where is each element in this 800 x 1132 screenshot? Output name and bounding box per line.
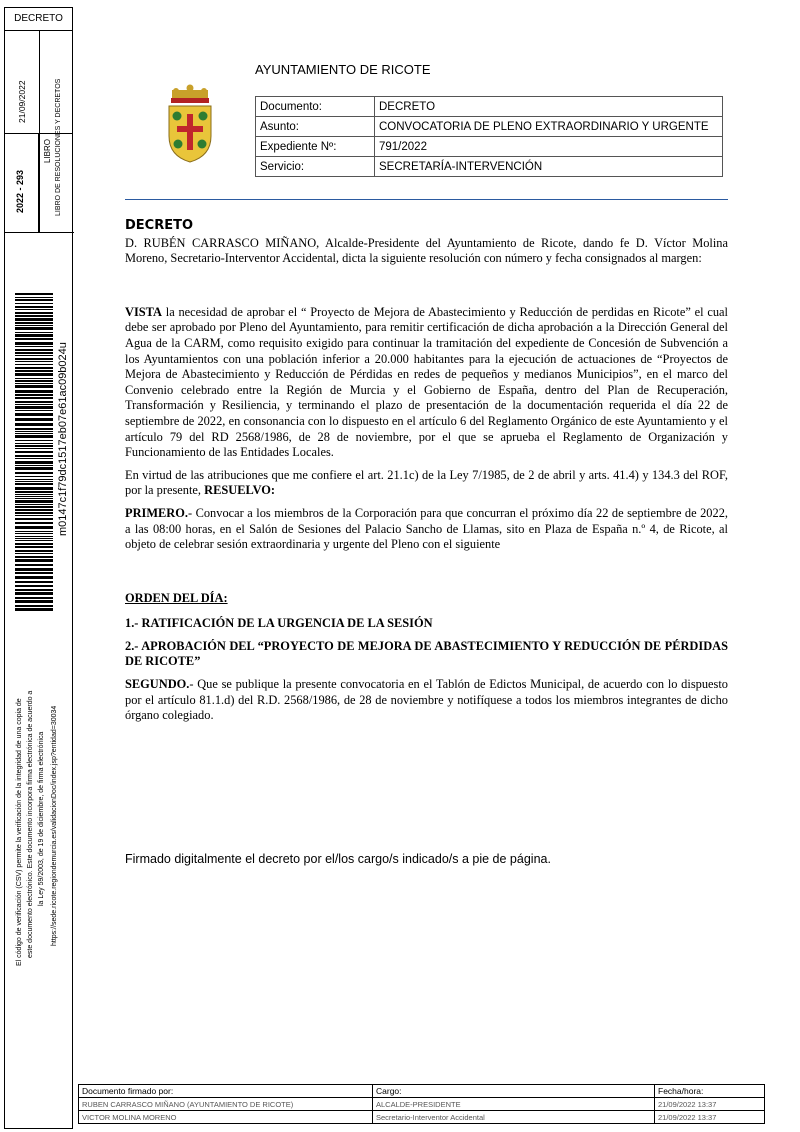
- barcode-bar: [15, 440, 53, 441]
- segundo-label: SEGUNDO.: [125, 677, 190, 692]
- barcode-bar: [15, 338, 53, 340]
- barcode-bar: [15, 512, 53, 514]
- barcode-bar: [15, 494, 53, 495]
- virtud-paragraph: [125, 468, 728, 499]
- barcode-bar: [15, 546, 53, 548]
- barcode-bar: [15, 404, 53, 405]
- barcode-bar: [15, 608, 53, 611]
- side-book-name: LIBRO DE RESOLUCIONES Y DECRETOS: [55, 78, 62, 216]
- barcode-bar: [15, 487, 53, 490]
- barcode-bar: [15, 533, 53, 534]
- barcode-bar: [15, 526, 53, 529]
- side-number-block: [5, 133, 39, 233]
- barcode-bar: [15, 531, 53, 532]
- barcode-bar: [15, 423, 53, 426]
- signer-date: 21/09/2022 13:37: [655, 1111, 765, 1124]
- barcode-bar: [15, 401, 53, 403]
- meta-label: Asunto:: [256, 117, 375, 137]
- barcode-bar: [15, 465, 53, 466]
- barcode-bar: [15, 303, 53, 304]
- barcode-bar: [15, 597, 53, 599]
- barcode-bar: [15, 352, 53, 354]
- signer-name: VICTOR MOLINA MORENO: [79, 1111, 373, 1124]
- barcode-bar: [15, 600, 53, 603]
- meta-label: Expediente Nº:: [256, 137, 375, 157]
- barcode-bar: [15, 496, 53, 497]
- signature-row: [79, 1098, 765, 1111]
- barcode-bar: [15, 385, 53, 388]
- barcode-bar: [15, 451, 53, 453]
- vista-label: VISTA: [125, 304, 162, 319]
- virtud-text: En virtud de las atribuciones que me confiere el art. 21.1c) de la Ley 7/1985, de 2 de abril y arts. 41.4) y 134.3 del ROF, por la presente,: [125, 467, 728, 498]
- fecha-header: Fecha/hora:: [655, 1085, 765, 1098]
- barcode-bar: [15, 355, 53, 356]
- barcode-bar: [15, 364, 53, 365]
- signer-cargo: Secretario-Interventor Accidental: [373, 1111, 655, 1124]
- barcode-bar: [15, 406, 53, 409]
- side-date: 21/09/2022: [17, 80, 27, 123]
- barcode-bar: [15, 293, 53, 295]
- side-margin-strip: [4, 7, 73, 1129]
- barcode-bar: [15, 445, 53, 447]
- barcode-bar: [15, 306, 53, 308]
- barcode-bar: [15, 397, 53, 399]
- barcode-bar: [15, 540, 53, 541]
- signer-cargo: ALCALDE-PRESIDENTE: [373, 1098, 655, 1111]
- document-meta-table: [255, 96, 723, 177]
- barcode-bar: [15, 550, 53, 552]
- barcode-bar: [15, 297, 53, 298]
- csv-text-3: la Ley 59/2003, de 19 de diciembre, de firma electrónica: [38, 731, 45, 906]
- signer-name: RUBEN CARRASCO MIÑANO (AYUNTAMIENTO DE RICOTE): [79, 1098, 373, 1111]
- barcode-bar: [15, 383, 53, 384]
- barcode-bar: [15, 564, 53, 566]
- barcode-bar: [15, 325, 53, 326]
- barcode-bar: [15, 455, 53, 457]
- barcode-bar: [15, 568, 53, 571]
- barcode-bar: [15, 467, 53, 470]
- csv-text-2: este documento electrónico. Este documento incorpora firma electrónica de acuerdo a: [27, 690, 34, 958]
- barcode-bar: [15, 299, 53, 301]
- meta-row: [256, 137, 723, 157]
- barcode-bar: [15, 500, 53, 503]
- barcode-bar: [15, 483, 53, 485]
- barcode-bar: [15, 380, 53, 382]
- barcode-bar: [15, 349, 53, 351]
- barcode-bar: [15, 522, 53, 524]
- vista-text: la necesidad de aprobar el “ Proyecto de Mejora de Abastecimiento y Reducción de perdidas en Ricote” el cual debe ser aprobado por Pleno del Ayuntamiento, para remitir certificación de dicha aprobación a la Dirección General del Agua de la CARM, como requisito exigido para continuar la tramitación del expediente de Concesión de Subvención a los Ayuntamientos con una población inferior a 20.000 habitantes para la ejecución de actuaciones de “Proyectos de Mejora de Abastecimiento y Reducción de Pérdidas en redes de pequeños y medianos Municipios”, en el marco del Convenio celebrado entre la Región de Murcia y el Gobierno de España, dentro del Plan de Recuperación, Transformación y Resiliencia, y terminando el plazo de presentación de la documentación requerida el día 22 de septiembre de 2022, en consonancia con lo dispuesto en el artículo 6 del Reglamento Orgánico de este Ayuntamiento y el artículo 79 del RD 2568/1986, de 28 de noviembre, por el que se aprueba el Reglamento de Organización y Funcionamiento de las Entidades Locales.: [125, 304, 728, 460]
- barcode-bar: [15, 428, 53, 430]
- signature-row: [79, 1111, 765, 1124]
- barcode-bar: [15, 361, 53, 362]
- barcode-bar: [15, 556, 53, 558]
- header-divider: [125, 199, 728, 200]
- barcode-bar: [15, 443, 53, 444]
- barcode-bar: [15, 576, 53, 579]
- primero-text: - Convocar a los miembros de la Corporación para que concurran el próximo día 22 de septiembre de 2022, a las 08:00 horas, en el Salón de Sesiones del Palacio Sancho de Llamas, sito en Plaza de España n.º 4, de Ricote, al objeto de celebrar sesión extraordinaria y urgente del Pleno con el siguiente: [125, 505, 728, 552]
- segundo-text: - Que se publique la presente convocatoria en el Tablón de Edictos Municipal, de acuerdo con lo dispuesto por el artículo 81.1.d) del R.D. 2568/1986, de 28 de noviembre y notifíquese a todos los miembros integrantes de dicho órgano colegiado.: [125, 677, 728, 723]
- barcode-bar: [15, 498, 53, 499]
- barcode-bar: [15, 481, 53, 482]
- barcode: [15, 293, 53, 613]
- barcode-bar: [15, 515, 53, 516]
- intro-paragraph: D. RUBÉN CARRASCO MIÑANO, Alcalde-Presidente del Ayuntamiento de Ricote, dando fe D. Víctor Molina Moreno, Secretario-Interventor Accidental, dicta la siguiente resolución con número y fecha consignados al margen:: [125, 235, 728, 266]
- csv-code: m0147c1f79dc1517eb07e61ac09b024u: [57, 342, 69, 536]
- csv-text-1: El código de verificación (CSV) permite la verificación de la integridad de una copia de: [16, 698, 23, 966]
- barcode-bar: [15, 332, 53, 333]
- decree-body: [125, 218, 728, 724]
- segundo-paragraph: [125, 677, 728, 724]
- barcode-bar: [15, 312, 53, 314]
- barcode-bar: [15, 553, 53, 554]
- barcode-bar: [15, 543, 53, 545]
- barcode-bar: [15, 346, 53, 347]
- barcode-bar: [15, 518, 53, 520]
- barcode-bar: [15, 536, 53, 537]
- digital-signature-note: Firmado digitalmente el decreto por el/los cargo/s indicado/s a pie de página.: [125, 852, 551, 866]
- orden-del-dia-title: ORDEN DEL DÍA:: [125, 590, 228, 605]
- meta-label: Servicio:: [256, 157, 375, 177]
- barcode-bar: [15, 448, 53, 449]
- barcode-bar: [15, 378, 53, 379]
- coat-of-arms-icon: [165, 84, 215, 164]
- barcode-bar: [15, 581, 53, 583]
- meta-value: SECRETARÍA-INTERVENCIÓN: [375, 157, 723, 177]
- primero-paragraph: [125, 506, 728, 553]
- barcode-bar: [15, 461, 53, 464]
- organization-name: AYUNTAMIENTO DE RICOTE: [255, 62, 431, 77]
- agenda-item-1: 1.- RATIFICACIÓN DE LA URGENCIA DE LA SESIÓN: [125, 616, 433, 631]
- barcode-bar: [15, 418, 53, 421]
- csv-url[interactable]: https://sede.ricote.regiondemurcia.es/validacionDoc/index.jsp?entidad=30034: [51, 705, 58, 946]
- signed-by-header: Documento firmado por:: [79, 1085, 373, 1098]
- meta-value: CONVOCATORIA DE PLENO EXTRAORDINARIO Y URGENTE: [375, 117, 723, 137]
- barcode-bar: [15, 413, 53, 416]
- barcode-bar: [15, 322, 53, 324]
- decree-title: DECRETO: [125, 218, 194, 233]
- meta-row: [256, 117, 723, 137]
- barcode-bar: [15, 367, 53, 369]
- meta-value: 791/2022: [375, 137, 723, 157]
- agenda-item-2: 2.- APROBACIÓN DEL “PROYECTO DE MEJORA DE ABASTECIMIENTO Y REDUCCIÓN DE PÉRDIDAS DE RICOTE”: [125, 638, 728, 669]
- meta-row: [256, 157, 723, 177]
- barcode-bar: [15, 334, 53, 337]
- barcode-bar: [15, 559, 53, 562]
- side-book-block: [39, 31, 74, 233]
- signature-table: [78, 1084, 765, 1124]
- barcode-bar: [15, 358, 53, 360]
- primero-label: PRIMERO.: [125, 505, 188, 520]
- barcode-bar: [15, 390, 53, 393]
- barcode-bar: [15, 476, 53, 477]
- barcode-bar: [15, 506, 53, 508]
- barcode-bar: [15, 538, 53, 539]
- barcode-bar: [15, 435, 53, 438]
- resuelvo-label: RESUELVO:: [204, 483, 276, 498]
- vista-paragraph: [125, 305, 728, 461]
- barcode-bar: [15, 318, 53, 321]
- barcode-bar: [15, 585, 53, 587]
- barcode-bar: [15, 572, 53, 574]
- barcode-bar: [15, 309, 53, 310]
- barcode-bar: [15, 327, 53, 330]
- side-book-label: LIBRO: [43, 138, 52, 163]
- meta-value: DECRETO: [375, 97, 723, 117]
- barcode-bar: [15, 504, 53, 505]
- meta-row: [256, 97, 723, 117]
- barcode-bar: [15, 509, 53, 511]
- barcode-bar: [15, 394, 53, 396]
- barcode-bar: [15, 410, 53, 411]
- barcode-bar: [15, 433, 53, 434]
- signer-date: 21/09/2022 13:37: [655, 1098, 765, 1111]
- barcode-bar: [15, 491, 53, 493]
- barcode-bar: [15, 479, 53, 480]
- barcode-bar: [15, 431, 53, 432]
- barcode-bar: [15, 605, 53, 607]
- cargo-header: Cargo:: [373, 1085, 655, 1098]
- signature-header-row: [79, 1085, 765, 1098]
- barcode-bar: [15, 458, 53, 459]
- barcode-bar: [15, 315, 53, 317]
- meta-label: Documento:: [256, 97, 375, 117]
- barcode-bar: [15, 589, 53, 591]
- barcode-bar: [15, 472, 53, 474]
- barcode-bar: [15, 370, 53, 372]
- barcode-bar: [15, 592, 53, 595]
- side-number: 2022 - 293: [15, 169, 25, 213]
- barcode-bar: [15, 373, 53, 376]
- barcode-bar: [15, 342, 53, 345]
- side-doc-type: DECRETO: [5, 8, 72, 31]
